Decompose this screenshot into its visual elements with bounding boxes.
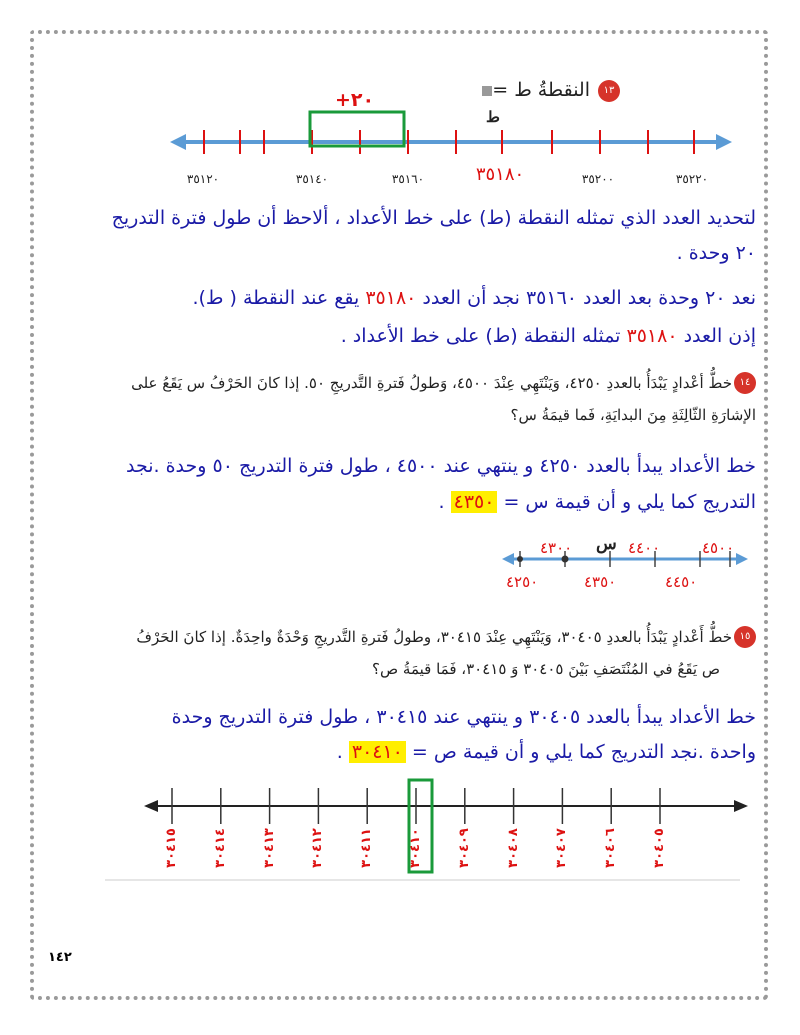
p15-sol2-b: . <box>336 741 349 763</box>
tick-label-13: ٣٥٢٠٠ <box>581 172 615 186</box>
tick-label-13: ٣٥٢٢٠ <box>675 172 709 186</box>
p14-sol2-b: . <box>438 491 451 513</box>
p14-bottom-label-3: ٤٤٥٠ <box>665 573 698 591</box>
tick-label-15: ٣٠٤٠٨ <box>505 828 521 868</box>
problem-14-question-line-2: الإشارَةِ الثّالِثَةِ مِنَ البدايَةِ، فَما قيمَةُ س؟ <box>510 406 756 424</box>
p14-top-label-1: ٤٣٠٠ <box>540 539 573 557</box>
p14-top-label-3: ٤٥٠٠ <box>702 539 735 557</box>
tick-label-15: ٣٠٤١٥ <box>164 828 179 868</box>
tick-label-15: ٣٠٤٠٥ <box>652 828 667 868</box>
problem-13-solution-line-2: ٢٠ وحدة . <box>676 242 756 264</box>
tick-label-13: ٣٥١٢٠ <box>186 172 220 186</box>
p14-answer: ٤٣٥٠ <box>451 491 498 513</box>
tick-label-15: ٣٠٤٠٧ <box>554 828 570 868</box>
tick-label-15: ٣٠٤٠٦ <box>603 828 619 868</box>
p14-bottom-label-1: ٤٢٥٠ <box>506 573 539 591</box>
p14-bottom-label-2: ٤٣٥٠ <box>584 573 617 591</box>
tick-label-15: ٣٠٤١١ <box>359 828 375 868</box>
tick-label-13: ٣٥١٤٠ <box>295 172 329 186</box>
tick-label-13: ٣٥١٨٠ <box>475 164 525 185</box>
point-label: ط <box>486 108 500 126</box>
problem-14-solution-line-1: خط الأعداد يبدأ بالعدد ٤٢٥٠ و ينتهي عند ٤٥٠٠ ، طول فترة التدريج ٥٠ وحدة .نجد <box>126 455 756 477</box>
p15-sol2-a: واحدة .نجد التدريج كما يلي و أن قيمة ص = <box>405 741 756 763</box>
sol4-number: ٣٥١٨٠ <box>626 325 678 347</box>
problem-15-question-line-2: ص يَقَعُ في المُنْتَصَفِ بَيْنَ ٣٠٤٠٥ وَ ٣٠٤١٥، فَمَا قيمَةُ ص؟ <box>372 660 720 678</box>
sol3-number: ٣٥١٨٠ <box>365 287 417 309</box>
problem-15-badge: ١٥ <box>734 626 756 648</box>
tick-label-13: ٣٥١٦٠ <box>391 172 425 186</box>
problem-14-badge: ١٤ <box>734 372 756 394</box>
problem-13-title: النقطةُ ط = <box>492 79 590 101</box>
tick-label-15: ٣٠٤١٠ <box>408 828 423 868</box>
page-number: ١٤٢ <box>48 950 72 965</box>
interval-plus-label: +٢٠ <box>335 89 375 111</box>
p14-sol2-a: التدريج كما يلي و أن قيمة س = <box>497 491 756 513</box>
tick-label-15: ٣٠٤١٣ <box>261 828 277 868</box>
sol4-a: إذن العدد <box>677 325 756 347</box>
problem-15-solution-line-1: خط الأعداد يبدأ بالعدد ٣٠٤٠٥ و ينتهي عند ٣٠٤١٥ ، طول فترة التدريج وحدة <box>171 706 756 728</box>
p15-answer: ٣٠٤١٠ <box>349 741 406 763</box>
problem-13-solution-line-1: لتحديد العدد الذي تمثله النقطة (ط) على خط الأعداد ، ألاحظ أن طول فترة التدريج <box>111 207 756 229</box>
sol3-b: يقع عند النقطة ( ط). <box>192 287 366 309</box>
problem-15-question-line-1: خطُّ أَعْدادٍ يَبْدَأُ بالعددِ ٣٠٤٠٥، وَيَنْتَهِي عِنْدَ ٣٠٤١٥، وطولُ فَترةِ التَّدريجِ وَحْدَةٌ واحِدَةٌ. إذا كانَ الحَرْفُ <box>136 628 732 646</box>
tick-label-15: ٣٠٤١٢ <box>310 828 326 868</box>
tick-label-15: ٣٠٤١٤ <box>212 828 228 868</box>
tick-label-15: ٣٠٤٠٩ <box>456 828 472 868</box>
sol3-a: نعد ٢٠ وحدة بعد العدد ٣٥١٦٠ نجد أن العدد <box>416 287 756 309</box>
problem-13-badge: ١٣ <box>598 80 620 102</box>
p14-top-label-s: س <box>596 534 617 554</box>
p14-top-label-2: ٤٤٠٠ <box>628 539 661 557</box>
sol4-b: تمثله النقطة (ط) على خط الأعداد . <box>340 325 627 347</box>
problem-14-question-line-1: خطُّ أعْدادٍ يَبْدَأُ بالعددِ ٤٢٥٠، وَيَنْتَهِي عِنْدَ ٤٥٠٠، وَطولُ فَترةِ التَّدريجِ ٥٠. إذا كانَ الحَرْفُ س يَقَعُ على <box>131 374 732 392</box>
